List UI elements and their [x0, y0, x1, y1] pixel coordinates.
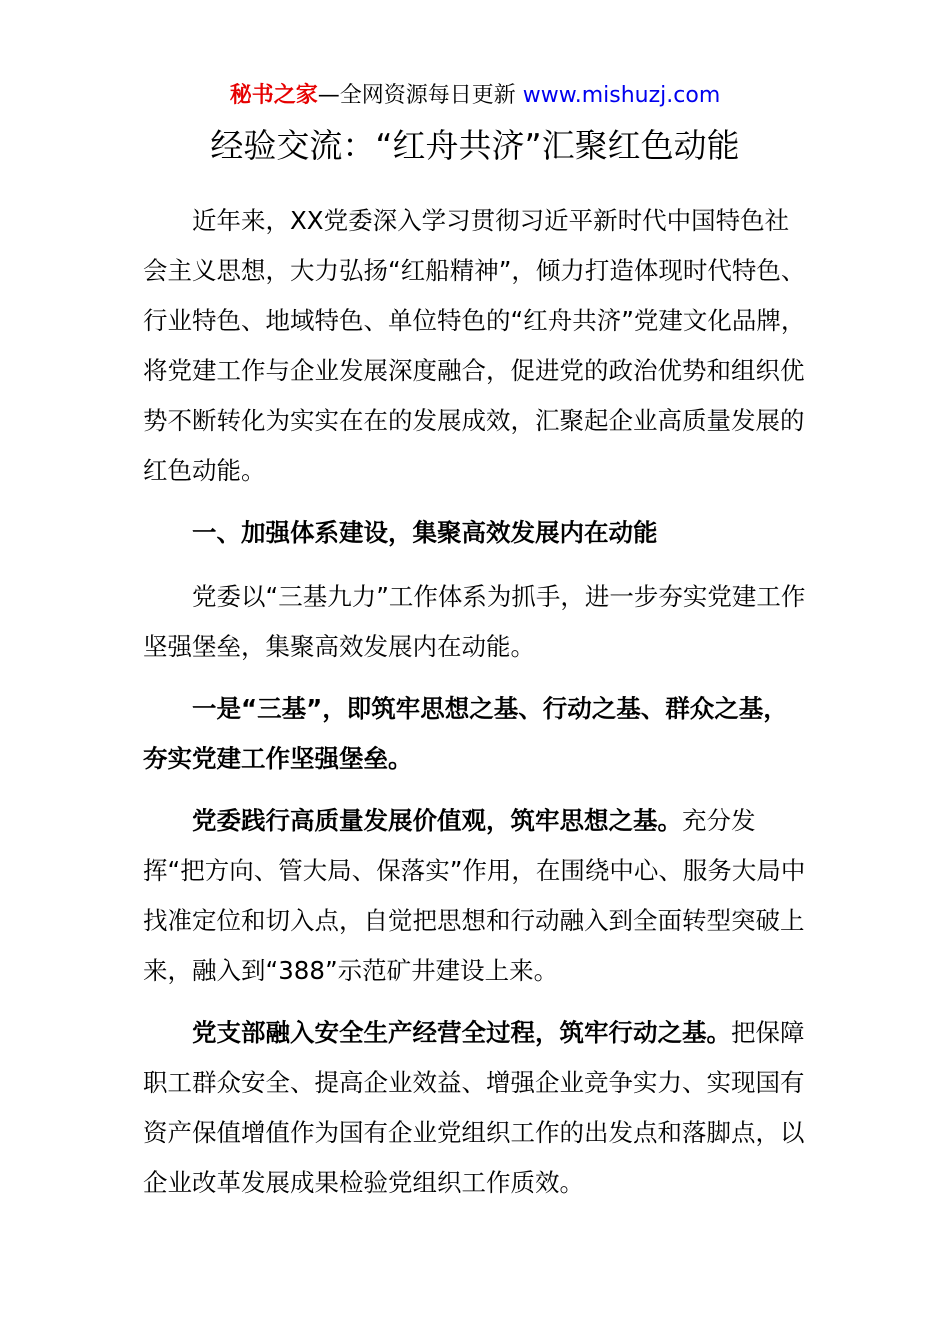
document-title: 经验交流：“红舟共济”汇聚红色动能 [210, 126, 740, 165]
header-slogan: —全网资源每日更新 [317, 83, 523, 108]
section-heading-1: 一、加强体系建设，集聚高效发展内在动能 [192, 518, 658, 547]
paragraph-action-foundation [143, 1008, 808, 1208]
paragraph-thought-foundation [143, 796, 808, 996]
site-header [0, 80, 950, 112]
paragraph-text: 把保障职工群众安全、提高企业效益、增强企业竞争实力、实现国有资产保值增值作为国有企业党组织工作的出发点和落脚点，以企业改革发展成果检验党组织工作质效。 [143, 1018, 805, 1197]
site-url-link[interactable]: www.mishuzj.com [522, 83, 721, 108]
paragraph-intro: 近年来，XX党委深入学习贯彻习近平新时代中国特色社会主义思想，大力弘扬“红船精神”，倾力打造体现时代特色、行业特色、地域特色、单位特色的“红舟共济”党建文化品牌，将党建工作与企业发展深度融合，促进党的政治优势和组织优势不断转化为实实在在的发展成效，汇聚起企业高质量发展的红色动能。 [143, 206, 806, 485]
paragraph-text: 充分发挥“把方向、管大局、保落实”作用，在围绕中心、服务大局中找准定位和切入点，自觉把思想和行动融入到全面转型突破上来，融入到“388”示范矿井建设上来。 [143, 806, 806, 985]
paragraph-three-foundations: 一是“三基”，即筑牢思想之基、行动之基、群众之基，夯实党建工作坚强堡垒。 [143, 694, 788, 773]
paragraph-system: 党委以“三基九力”工作体系为抓手，进一步夯实党建工作坚强堡垒，集聚高效发展内在动能。 [143, 582, 806, 661]
paragraph-lead: 党支部融入安全生产经营全过程，筑牢行动之基。 [192, 1018, 731, 1047]
brand-name: 秘书之家 [229, 83, 318, 108]
paragraph-lead: 党委践行高质量发展价值观，筑牢思想之基。 [192, 806, 682, 835]
document-body [143, 196, 808, 1220]
